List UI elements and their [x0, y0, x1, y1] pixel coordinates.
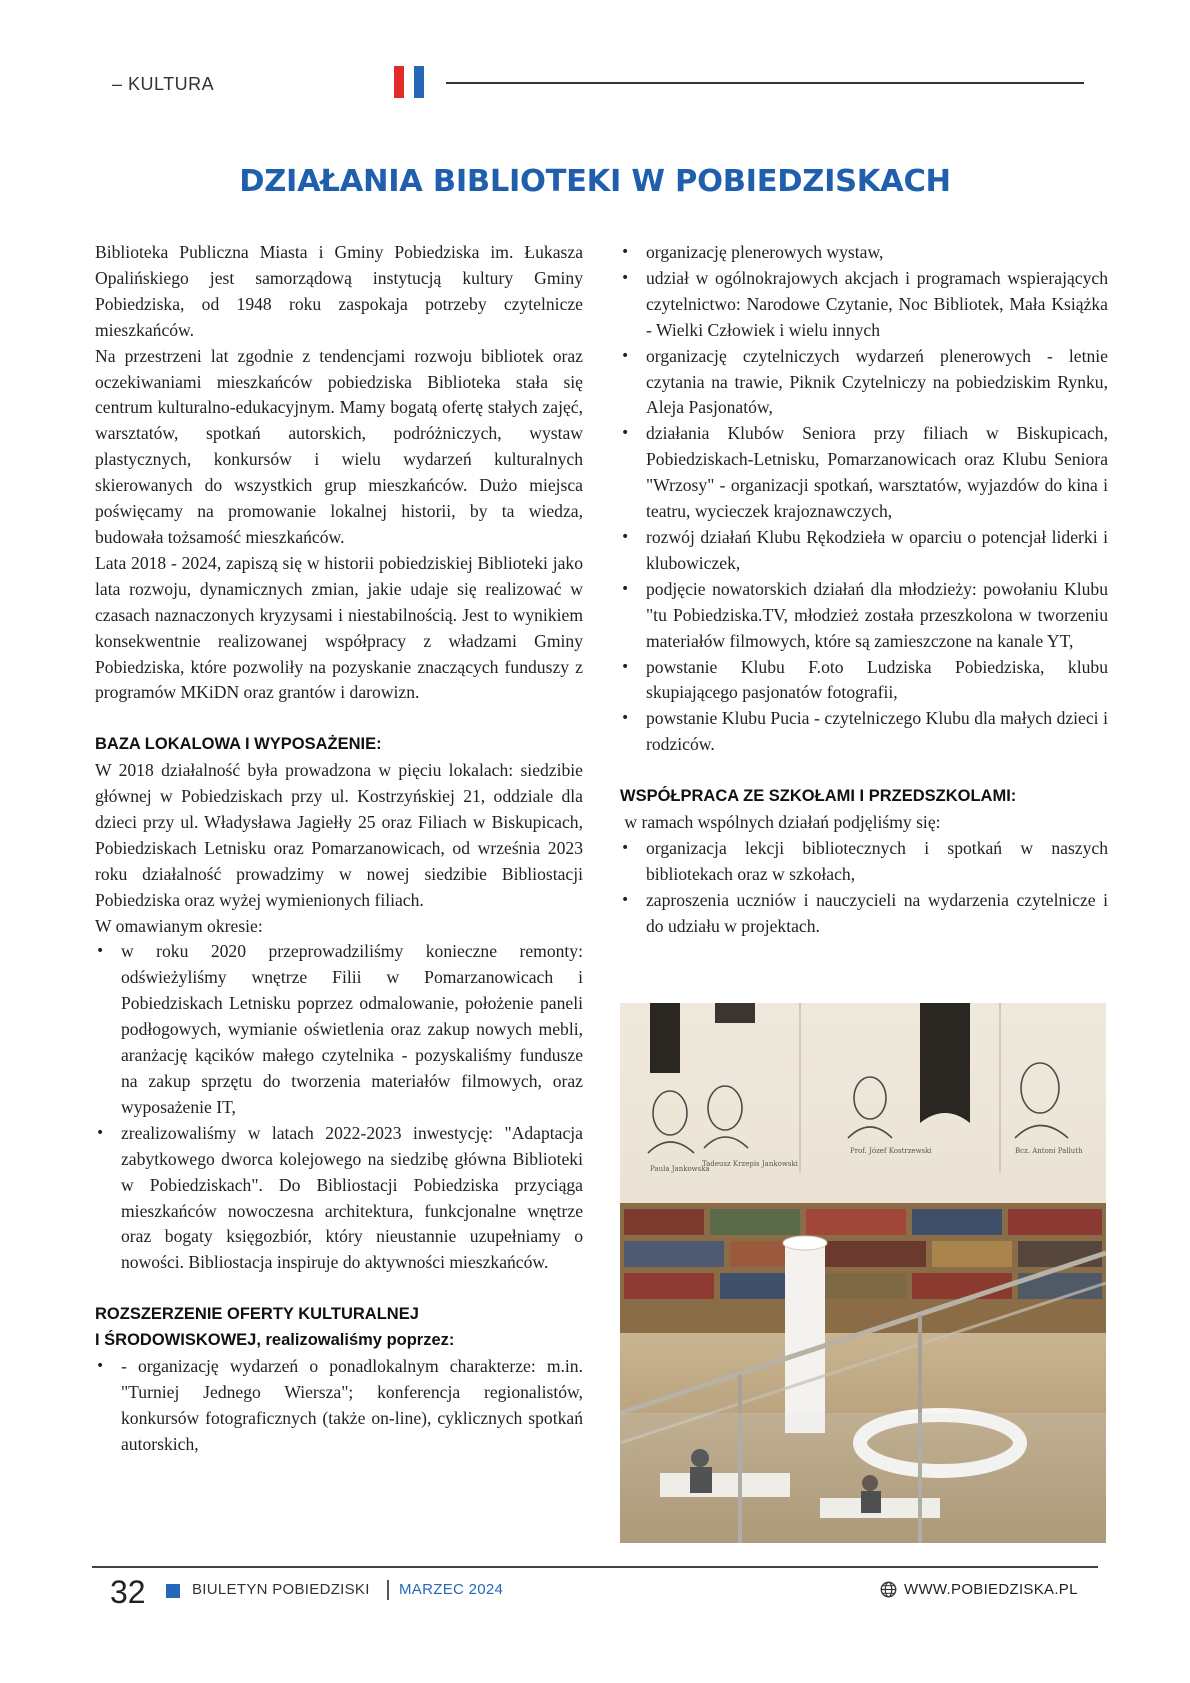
- footer-separator: [387, 1580, 389, 1600]
- bullet-list-activities: [620, 240, 1108, 758]
- heading-oferta-line1: ROZSZERZENIE OFERTY KULTURALNEJ: [95, 1305, 419, 1324]
- publication-name: BIULETYN POBIEDZISKI: [192, 1581, 370, 1598]
- page-title: DZIAŁANIA BIBLIOTEKI W POBIEDZISKACH: [239, 164, 951, 199]
- list-item: • organizację czytelniczych wydarzeń plenerowych - letnie czytania na trawie, Piknik Czytelniczy na pobiedziskim Rynku, Aleja Pasjonatów,: [620, 344, 1108, 422]
- period-paragraph: W omawianym okresie:: [95, 915, 263, 936]
- svg-text:Tadeusz Krzepis Jankowski: Tadeusz Krzepis Jankowski: [702, 1160, 798, 1168]
- svg-text:Paula Jankowska: Paula Jankowska: [650, 1165, 710, 1173]
- development-paragraph: Na przestrzeni lat zgodnie z tendencjami rozwoju bibliotek oraz oczekiwaniami mieszkańców pobiedziska Biblioteka stała się centrum kulturalno-edukacyjnym. Mamy bogatą ofertę stałych zajęć, warsztatów, spotkań autorskich, podróżniczych, wystaw plastycznych, konkursów i wielu wydarzeń kulturalnych skierowanych do wszystkich grup mieszkańców. Dużo miejsca poświęcamy na promowanie lokalnej historii, by ta wiedza, budowała tożsamość mieszkańców.: [95, 345, 583, 547]
- flag-stripe-blue: [414, 66, 424, 98]
- heading-wspolpraca: WSPÓŁPRACA ZE SZKOŁAMI I PRZEDSZKOLAMI:: [620, 787, 1017, 806]
- bullet-list-offer: [95, 1354, 583, 1458]
- right-column: [620, 240, 1108, 939]
- list-item: • - organizację wydarzeń o ponadlokalnym charakterze: m.in. "Turniej Jednego Wiersza"; konferencja regionalistów, konkursów fotograficznych (także on-line), cyklicznych spotkań autorskich,: [95, 1354, 583, 1458]
- website-link[interactable]: WWW.POBIEDZISKA.PL: [904, 1581, 1078, 1598]
- list-item: • udział w ogólnokrajowych akcjach i programach wspierających czytelnictwo: Narodowe Czytanie, Noc Bibliotek, Mała Książka - Wielki Człowiek i wielu innych: [620, 266, 1108, 344]
- list-item: • w roku 2020 przeprowadziliśmy konieczne remonty: odświeżyliśmy wnętrze Filii w Pomarzanowicach i Pobiedziskach Letnisku poprzez odmalowanie, położenie paneli podłogowych, wymianie oświetlenia oraz zakup nowych mebli, aranżację kącików małego czytelnika - pozyskaliśmy fundusze na zakup sprzętu do tworzenia materiałów filmowych, oraz wyposażenie IT,: [95, 939, 583, 1120]
- locations-paragraph: W 2018 działalność była prowadzona w pięciu lokalach: siedzibie głównej w Pobiedziskach przy ul. Kostrzyńskiej 21, oddziale dla dzieci przy ul. Władysława Jagiełły 25 oraz Filiach w Biskupicach, Pobiedziskach Letnisku oraz Pomarzanowicach, od września 2023 roku działalność prowadzimy w nowej siedzibie Bibliostacji Pobiedziska oraz wyżej wymienionych filiach.: [95, 760, 583, 910]
- heading-baza: BAZA LOKALOWA I WYPOSAŻENIE:: [95, 735, 382, 754]
- list-item: • organizację plenerowych wystaw,: [620, 240, 1108, 266]
- footer-rule: [92, 1566, 1098, 1568]
- svg-text:Prof. Józef Kostrzewski: Prof. Józef Kostrzewski: [850, 1147, 932, 1155]
- globe-icon: [880, 1581, 897, 1598]
- page-number: 32: [110, 1574, 146, 1610]
- list-item: • zaproszenia uczniów i nauczycieli na wydarzenia czytelnicze i do udziału w projektach.: [620, 888, 1108, 940]
- list-item: • działania Klubów Seniora przy filiach w Biskupicach, Pobiedziskach-Letnisku, Pomarzanowicach oraz Klubu Seniora "Wrzosy" - organizacji spotkań, warsztatów, wyjazdów do kina i teatru, wycieczek krajoznawczych,: [620, 421, 1108, 525]
- list-item: • rozwój działań Klubu Rękodzieła w oparciu o potencjał liderki i klubowiczek,: [620, 525, 1108, 577]
- flag-stripe-red: [394, 66, 404, 98]
- footer-accent-square: [166, 1584, 180, 1598]
- section-label: – KULTURA: [112, 74, 215, 94]
- list-item: • powstanie Klubu Pucia - czytelniczego Klubu dla małych dzieci i rodziców.: [620, 706, 1108, 758]
- issue-date: MARZEC 2024: [399, 1581, 504, 1598]
- heading-oferta-line2: I ŚRODOWISKOWEJ, realizowaliśmy poprzez:: [95, 1331, 455, 1350]
- years-paragraph: Lata 2018 - 2024, zapiszą się w historii pobiedziskiej Biblioteki jako lata rozwoju, dynamicznych zmian, jakie udaje się realizować w czasach naznaczonych kryzysami i niestabilnością. Jest to wynikiem konsekwentnie realizowanej współpracy z władzami Gminy Pobiedziska, które pozwoliły na pozyskanie znaczących funduszy z programów MKiDN oraz grantów i darowizn.: [95, 552, 583, 703]
- list-item: • podjęcie nowatorskich działań dla młodzieży: powołaniu Klubu "tu Pobiedziska.TV, młodzież została przeszkolona w tworzeniu materiałów filmowych, które są zamieszczone na kanale YT,: [620, 577, 1108, 655]
- cooperation-intro: w ramach wspólnych działań podjęliśmy się:: [620, 811, 941, 832]
- intro-paragraph: Biblioteka Publiczna Miasta i Gminy Pobiedziska im. Łukasza Opalińskiego jest samorządową instytucją kultury Gminy Pobiedziska, od 1948 roku zaspokaja potrzeby czytelnicze mieszkańców.: [95, 242, 583, 340]
- bullet-list-schools: [620, 836, 1108, 940]
- list-item: • zrealizowaliśmy w latach 2022-2023 inwestycję: "Adaptacja zabytkowego dworca kolejowego na siedzibę główna Biblioteki w Pobiedziskach". Do Bibliostacji Pobiedziska przyciąga mieszkańców nowoczesna architektura, funkcjonalne wnętrze oraz bogaty księgozbiór, który nieustannie uzupełniamy o nowości. Bibliostacja inspiruje do aktywności mieszkańców.: [95, 1121, 583, 1276]
- svg-text:Bcz. Antoni Palluth: Bcz. Antoni Palluth: [1015, 1147, 1083, 1155]
- list-item: • powstanie Klubu F.oto Ludziska Pobiedziska, klubu skupiającego pasjonatów fotografii,: [620, 655, 1108, 707]
- flag-logo: [392, 66, 432, 98]
- bullet-list-investments: [95, 939, 583, 1276]
- left-column: [95, 240, 583, 1458]
- header-rule: [446, 82, 1084, 84]
- list-item: • organizacja lekcji bibliotecznych i spotkań w naszych bibliotekach oraz w szkołach,: [620, 836, 1108, 888]
- library-interior-photo: [620, 1003, 1106, 1543]
